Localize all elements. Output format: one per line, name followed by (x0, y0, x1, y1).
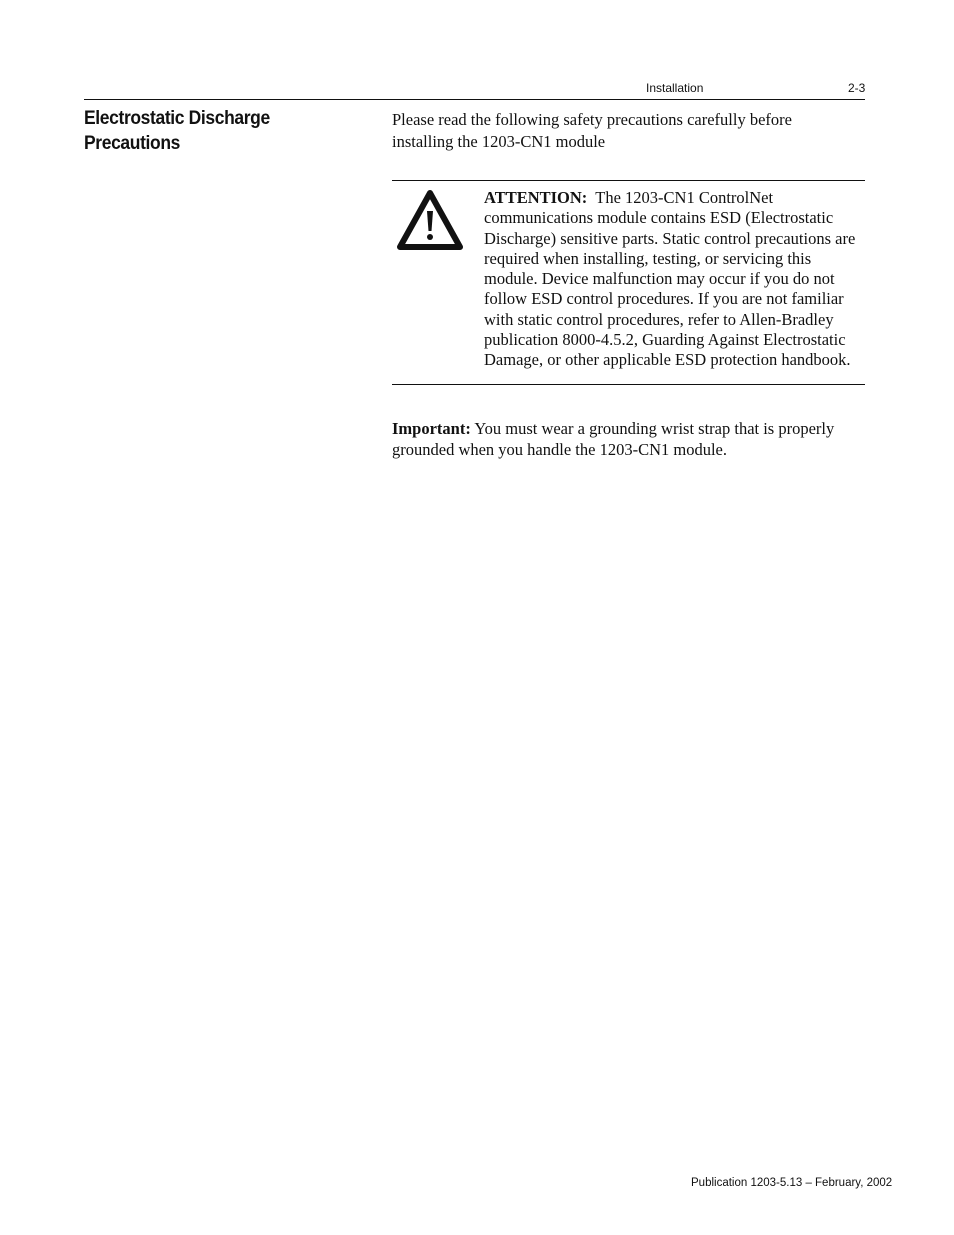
header-rule (84, 99, 865, 100)
header-page-number: 2-3 (848, 81, 866, 95)
warning-triangle-icon (396, 189, 464, 253)
important-note (392, 418, 862, 460)
attention-label: ATTENTION: (484, 188, 588, 207)
section-title-line-2: Precautions (84, 133, 181, 154)
intro-paragraph: Please read the following safety precautions carefully before installing the 1203-CN1 module (392, 110, 792, 151)
attention-box (392, 180, 865, 385)
attention-text (484, 188, 864, 371)
important-body: You must wear a grounding wrist strap that is properly grounded when you handle the 1203-CN1 module. (392, 419, 835, 459)
header-section-label: Installation (646, 81, 704, 95)
footer-publication: Publication 1203-5.13 – February, 2002 (691, 1177, 893, 1189)
attention-body: The 1203-CN1 ControlNet communications module contains ESD (Electrostatic Discharge) sensitive parts. Static control precautions are required when installing, testing, or servicing this module. Device malfunction may occur if you do not follow ESD control procedures. If you are not familiar with static control procedures, refer to Allen-Bradley publication 8000-4.5.2, Guarding Against Electrostatic Damage, or other applicable ESD protection handbook. (484, 188, 856, 370)
section-title-line-1: Electrostatic Discharge (84, 108, 270, 129)
section-title (84, 106, 323, 156)
important-label: Important: (392, 419, 471, 438)
